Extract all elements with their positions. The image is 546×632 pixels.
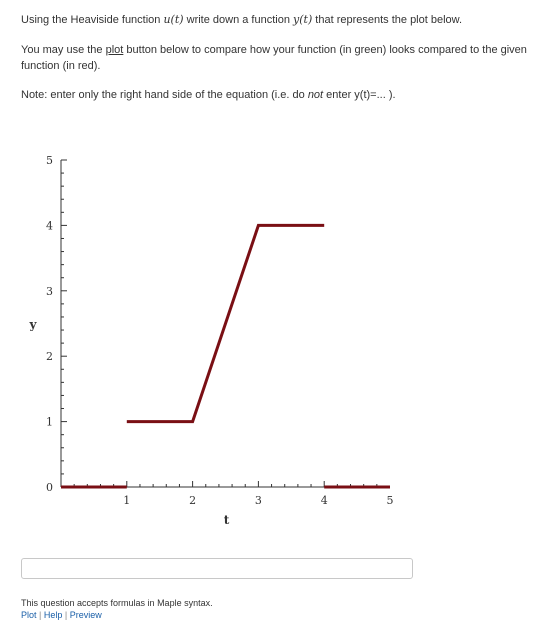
x-tick-label: 3 xyxy=(254,494,262,507)
y-tick-label: 4 xyxy=(46,219,53,233)
heaviside-symbol: u(t) xyxy=(163,13,184,26)
y-tick-label: 1 xyxy=(46,415,53,429)
question-text: button below to compare how your function (in green) looks compared to the given function (in red). xyxy=(21,44,527,72)
function-plot-segment xyxy=(127,225,324,421)
x-tick-label: 1 xyxy=(123,494,131,507)
plot-word: plot xyxy=(105,44,124,56)
x-axis-label: t xyxy=(223,513,230,527)
help-link[interactable]: Help xyxy=(43,610,63,620)
footer-links xyxy=(21,610,102,620)
question-text: Using the Heaviside function xyxy=(21,14,164,26)
y-tick-label: 5 xyxy=(46,154,53,167)
y-tick-label: 0 xyxy=(46,481,53,494)
note-text: Note: enter only the right hand side of the equation (i.e. do xyxy=(21,89,308,101)
x-tick-label: 5 xyxy=(386,494,394,507)
answer-input[interactable] xyxy=(21,558,413,579)
syntax-note: This question accepts formulas in Maple syntax. xyxy=(21,598,213,608)
y-tick-label: 2 xyxy=(46,350,53,364)
y-tick-label: 3 xyxy=(46,284,53,298)
question-text: write down a function xyxy=(183,14,294,26)
y-axis-label: y xyxy=(29,317,37,332)
x-tick-label: 2 xyxy=(189,494,197,507)
note-text: enter y(t)=... ). xyxy=(323,89,396,101)
function-symbol: y(t) xyxy=(293,13,313,26)
link-separator: | xyxy=(39,610,42,620)
question-text: that represents the plot below. xyxy=(312,14,463,26)
note-emphasis: not xyxy=(307,89,324,101)
x-tick-label: 4 xyxy=(320,494,328,507)
question-text: You may use the xyxy=(21,44,106,56)
preview-link[interactable]: Preview xyxy=(69,610,102,620)
plot-link[interactable]: Plot xyxy=(21,610,37,620)
link-separator: | xyxy=(64,610,68,620)
